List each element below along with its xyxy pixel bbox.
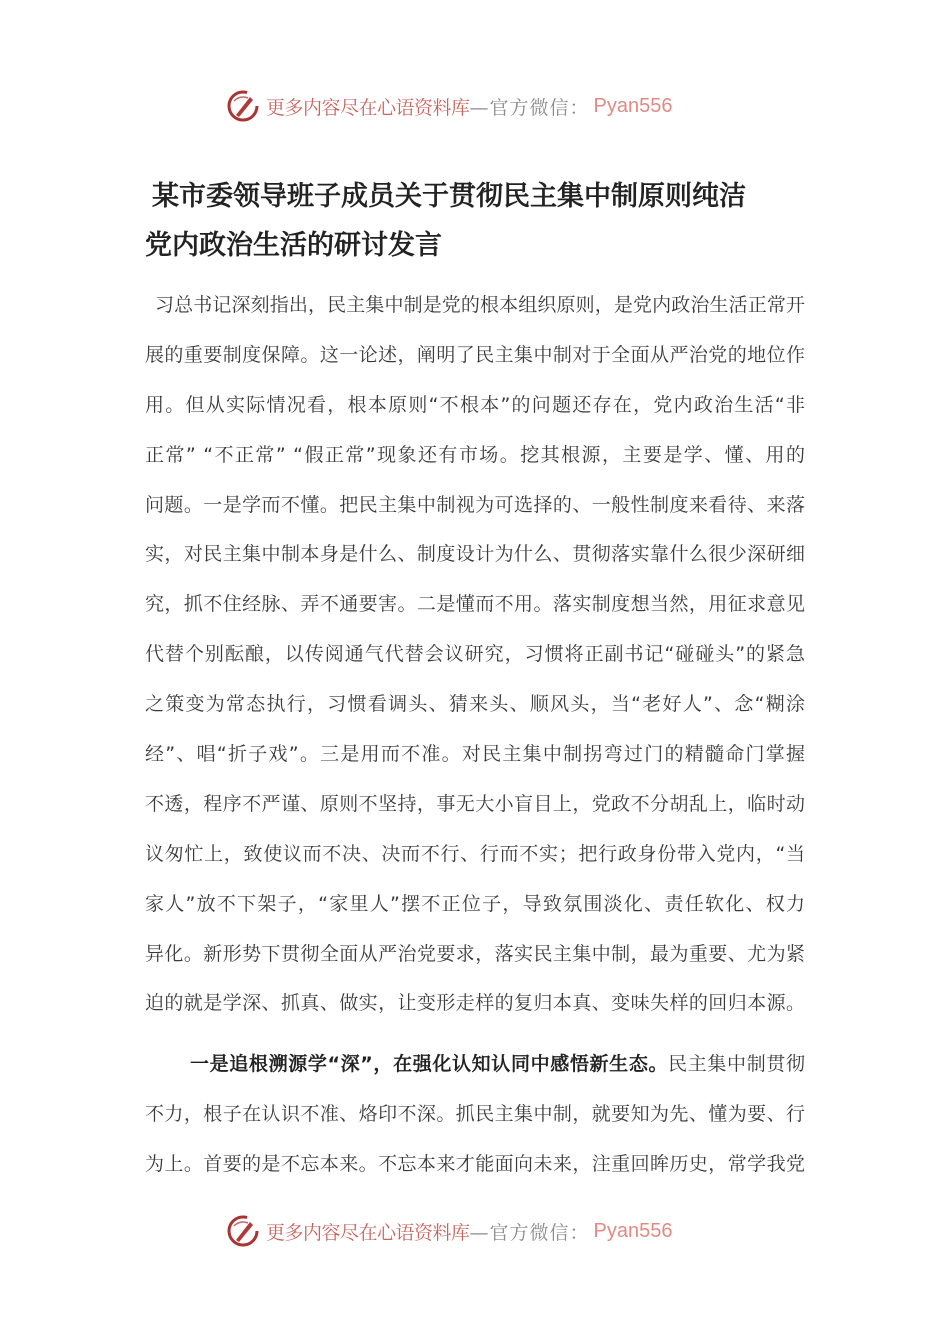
- site-name: 更多内容尽在心语资料库: [266, 1221, 470, 1244]
- quill-logo-icon: [226, 1214, 260, 1248]
- text-line: 展的重要制度保障。这一论述，阐明了民主集中制对于全面从严治党的地位作: [145, 343, 805, 366]
- text-line: 不力，根子在认识不准、烙印不深。抓民主集中制，就要知为先、懂为要、行: [145, 1102, 805, 1125]
- paragraph-1: [145, 281, 805, 1029]
- text-line: 问题。一是学而不懂。把民主集中制视为可选择的、一般性制度来看待、来落: [145, 493, 805, 516]
- paragraph-2: [145, 1040, 805, 1190]
- quill-logo-icon: [226, 89, 260, 123]
- wechat-label: —官方微信：: [469, 96, 590, 119]
- wechat-id: Pyan556: [593, 94, 673, 117]
- text-line: [145, 1040, 805, 1090]
- text-line: 议匆忙上，致使议而不决、决而不行、行而不实；把行政身份带入党内，“当: [145, 842, 805, 865]
- text-line: 究，抓不住经脉、弄不通要害。二是懂而不用。落实制度想当然，用征求意见: [145, 593, 805, 616]
- text-line: 习总书记深刻指出，民主集中制是党的根本组织原则，是党内政治生活正常开: [155, 294, 805, 316]
- text-line: 经”、唱“折子戏”。三是用而不准。对民主集中制拐弯过门的精髓命门掌握: [145, 743, 805, 766]
- text-line: 代替个别酝酿，以传阅通气代替会议研究，习惯将正副书记“碰碰头”的紧急: [145, 643, 805, 666]
- text-line: 正常” “不正常” “假正常”现象还有市场。挖其根源，主要是学、懂、用的: [145, 443, 805, 466]
- text-line: 不透，程序不严谨、原则不坚持，事无大小盲目上，党政不分胡乱上，临时动: [145, 792, 805, 815]
- title-line: 某市委领导班子成员关于贯彻民主集中制原则纯洁: [152, 181, 746, 212]
- text-line: 为上。首要的是不忘本来。不忘本来才能面向未来，注重回眸历史，常学我党: [145, 1152, 805, 1175]
- text-line: 之策变为常态执行，习惯看调头、猜来头、顺风头，当“老好人”、念“糊涂: [145, 693, 805, 716]
- section-heading: 一是追根溯源学“深”，在强化认知认同中感悟新生态。: [190, 1053, 669, 1075]
- site-name: 更多内容尽在心语资料库: [266, 96, 470, 119]
- text-line: 用。但从实际情况看，根本原则“不根本”的问题还存在，党内政治生活“非: [145, 393, 805, 416]
- document-title: [145, 172, 825, 270]
- footer-banner: [226, 1211, 726, 1251]
- text-line: 家人”放不下架子，“家里人”摆不正位子，导致氛围淡化、责任软化、权力: [145, 892, 805, 915]
- text-line: 迫的就是学深、抓真、做实，让变形走样的复归本真、变味失样的回归本源。: [145, 992, 805, 1015]
- text-line: 异化。新形势下贯彻全面从严治党要求，落实民主集中制，最为重要、尤为紧: [145, 942, 805, 965]
- text-line: 实，对民主集中制本身是什么、制度设计为什么、贯彻落实靠什么很少深研细: [145, 543, 805, 566]
- wechat-id: Pyan556: [593, 1219, 673, 1242]
- title-line: 党内政治生活的研讨发言: [145, 230, 442, 261]
- text-span: 民主集中制贯彻: [668, 1053, 805, 1075]
- wechat-label: —官方微信：: [469, 1221, 590, 1244]
- header-banner: [226, 86, 726, 126]
